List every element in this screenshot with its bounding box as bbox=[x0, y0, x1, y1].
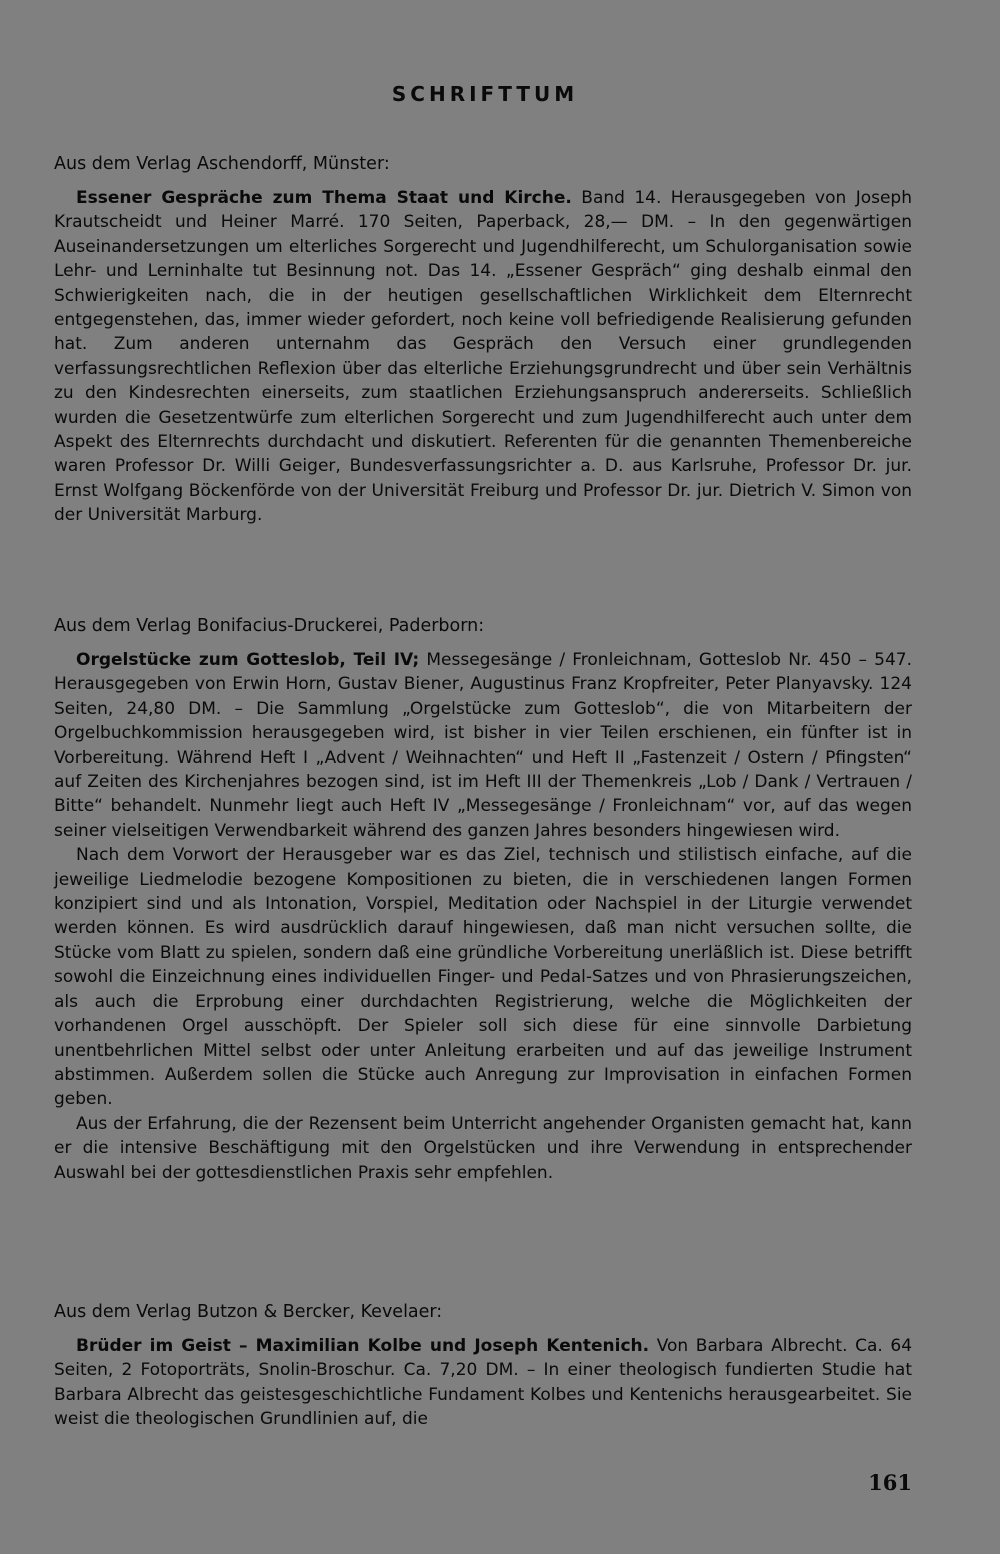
review-section-bonifacius bbox=[54, 614, 912, 1185]
review-entry bbox=[54, 1334, 912, 1432]
review-paragraph: Nach dem Vorwort der Herausgeber war es das Ziel, technisch und stilistisch einfache, auf die jeweilige Liedmelodie bezogene Kompositionen zu bieten, die in verschiedenen langen Formen konzipiert sind und als Intonation, Vorspiel, Meditation oder Nachspiel in der Liturgie verwendet werden können. Es wird ausdrücklich darauf hingewiesen, daß man nicht versuchen sollte, die Stücke vom Blatt zu spielen, sondern daß eine gründliche Vorbereitung unerläßlich ist. Diese betrifft sowohl die Einzeichnung eines individuellen Finger- und Pedal-Satzes und von Phrasierungszeichen, als auch die Erprobung einer durchdachten Registrierung, welche die Möglichkeiten der vorhandenen Orgel ausschöpft. Der Spieler soll sich diese für eine sinnvolle Darbietung unentbehrlichen Mittel selbst oder unter Anleitung erarbeiten und auf das jeweilige Instrument abstimmen. Außerdem sollen die Stücke auch Anregung zur Improvisation in einfachen Formen geben. bbox=[54, 845, 912, 1110]
publisher-line: Aus dem Verlag Butzon & Bercker, Kevelaer: bbox=[54, 1302, 443, 1322]
review-entry bbox=[54, 648, 912, 843]
book-title: Orgelstücke zum Gotteslob, Teil IV; bbox=[76, 650, 420, 670]
publisher-line: Aus dem Verlag Bonifacius-Druckerei, Paderborn: bbox=[54, 616, 485, 636]
page-number: 161 bbox=[868, 1470, 912, 1495]
book-title: Brüder im Geist – Maximilian Kolbe und Joseph Kentenich. bbox=[76, 1336, 650, 1356]
review-text: Messegesänge / Fronleichnam, Gotteslob Nr. 450 – 547. Herausgegeben von Erwin Horn, Gustav Biener, Augustinus Franz Kropfreiter, Peter Planyavsky. 124 Seiten, 24,80 DM. – Die Sammlung „Orgelstücke zum Gotteslob“, die von Mitarbeitern der Orgelbuchkommission herausgegeben wird, ist bisher in vier Teilen erschienen, ein fünfter ist in Vorbereitung. Während Heft I „Advent / Weihnachten“ und Heft II „Fastenzeit / Ostern / Pfingsten“ auf Zeiten des Kirchenjahres bezogen sind, ist im Heft III der Themenkreis „Lob / Dank / Vertrauen / Bitte“ behandelt. Nunmehr liegt auch Heft IV „Messegesänge / Fronleichnam“ vor, auf das wegen seiner vielseitigen Verwendbarkeit während des ganzen Jahres besonders hingewiesen wird. bbox=[54, 650, 912, 841]
review-text: Band 14. Herausgegeben von Joseph Krautscheidt und Heiner Marré. 170 Seiten, Paperback, 28,— DM. – In den gegenwärtigen Auseinandersetzungen um elterliches Sorgerecht und Jugendhilferecht, um Schulorganisation sowie Lehr- und Lerninhalte tut Besinnung not. Das 14. „Essener Gespräch“ ging deshalb einmal den Schwierigkeiten nach, die in der heutigen gesellschaftlichen Wirklichkeit dem Elternrecht entgegenstehen, das, immer wieder gefordert, noch keine voll befriedigende Realisierung gefunden hat. Zum anderen unternahm das Gespräch den Versuch einer grundlegenden verfassungsrechtlichen Reflexion über das elterliche Erziehungsgrundrecht und über sein Verhältnis zu den Kindesrechten einerseits, zum staatlichen Erziehungsanspruch andererseits. Schließlich wurden die Gesetzentwürfe zum elterlichen Sorgerecht und zum Jugendhilferecht auch unter dem Aspekt des Elternrechts durchdacht und diskutiert. Referenten für die genannten Themenbereiche waren Professor Dr. Willi Geiger, Bundesverfassungsrichter a. D. aus Karlsruhe, Professor Dr. jur. Ernst Wolfgang Böckenförde von der Universität Freiburg und Professor Dr. jur. Dietrich V. Simon von der Universität Marburg. bbox=[54, 188, 912, 526]
review-paragraph: Aus der Erfahrung, die der Rezensent beim Unterricht angehender Organisten gemacht hat, kann er die intensive Beschäftigung mit den Orgelstücken und ihre Verwendung in entsprechender Auswahl bei der gottesdienstlichen Praxis sehr empfehlen. bbox=[54, 1113, 912, 1183]
review-section-butzon-bercker bbox=[54, 1300, 912, 1432]
book-title: Essener Gespräche zum Thema Staat und Kirche. bbox=[76, 188, 572, 208]
review-text: Von Barbara Albrecht. Ca. 64 Seiten, 2 Fotoporträts, Snolin-Broschur. Ca. 7,20 DM. – In einer theologisch fundierten Studie hat Barbara Albrecht das geistesgeschichtliche Fundament Kolbes und Kentenichs herausgearbeitet. Sie weist die theologischen Grundlinien auf, die bbox=[54, 1336, 913, 1430]
page-heading: SCHRIFTTUM bbox=[391, 82, 579, 106]
publisher-line: Aus dem Verlag Aschendorff, Münster: bbox=[54, 154, 390, 174]
review-section-aschendorff bbox=[54, 152, 912, 528]
review-entry bbox=[54, 186, 912, 528]
